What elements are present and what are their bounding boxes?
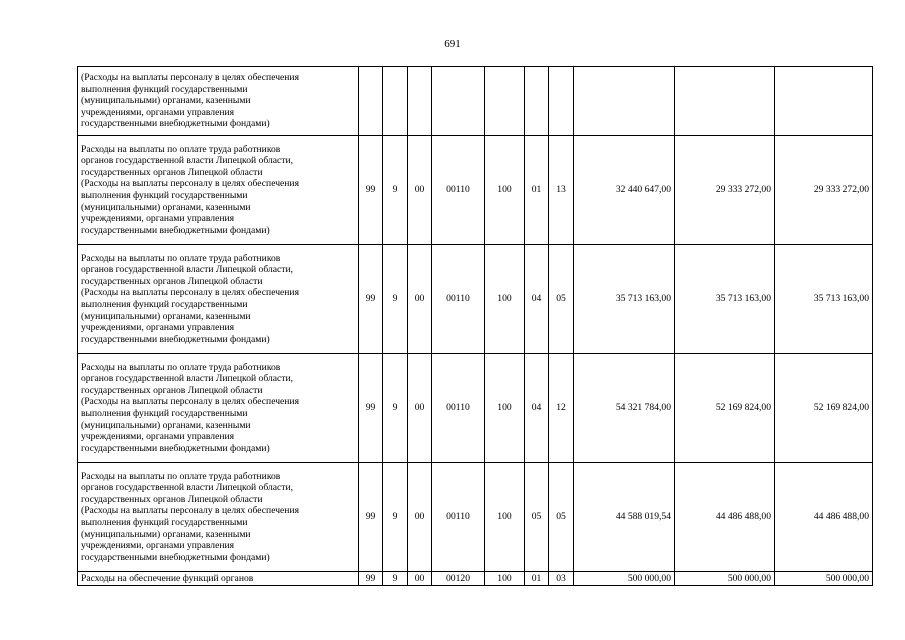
direction-code: 00110 <box>432 245 485 354</box>
program-code: 99 <box>359 245 383 354</box>
expense-type-code: 100 <box>485 572 525 586</box>
amount-year-1: 35 713 163,00 <box>574 245 675 354</box>
subprogram-code: 9 <box>383 463 408 572</box>
expense-type-code: 100 <box>485 354 525 463</box>
row-description: Расходы на выплаты по оплате труда работников органов государственной власти Липецкой области, государственных органов Липецкой области (Расходы на выплаты персоналу в целях обеспечения выполнения функций государственными (муниципальными) органами, казенными учреждениями, органами управления государственными внебюджетными фондами) <box>78 354 359 463</box>
row-description: (Расходы на выплаты персоналу в целях обеспечения выполнения функций государственными (муниципальными) органами, казенными учреждениями, органами управления государственными внебюджетными фондами) <box>78 67 359 136</box>
main-event-code: 00 <box>408 136 432 245</box>
row-description: Расходы на выплаты по оплате труда работников органов государственной власти Липецкой области, государственных органов Липецкой области (Расходы на выплаты персоналу в целях обеспечения выполнения функций государственными (муниципальными) органами, казенными учреждениями, органами управления государственными внебюджетными фондами) <box>78 136 359 245</box>
amount-year-2: 52 169 824,00 <box>675 354 775 463</box>
expense-type-code: 100 <box>485 463 525 572</box>
program-code: 99 <box>359 136 383 245</box>
section-code <box>525 67 549 136</box>
amount-year-1: 500 000,00 <box>574 572 675 586</box>
amount-year-3: 500 000,00 <box>775 572 873 586</box>
expense-type-code <box>485 67 525 136</box>
amount-year-1: 32 440 647,00 <box>574 136 675 245</box>
direction-code: 00110 <box>432 136 485 245</box>
table-row <box>78 354 873 463</box>
amount-year-3: 35 713 163,00 <box>775 245 873 354</box>
program-code: 99 <box>359 463 383 572</box>
subsection-code: 05 <box>549 245 574 354</box>
section-code: 01 <box>525 572 549 586</box>
subsection-code: 13 <box>549 136 574 245</box>
program-code: 99 <box>359 572 383 586</box>
expense-type-code: 100 <box>485 245 525 354</box>
subsection-code <box>549 67 574 136</box>
amount-year-3: 29 333 272,00 <box>775 136 873 245</box>
row-description: Расходы на выплаты по оплате труда работников органов государственной власти Липецкой области, государственных органов Липецкой области (Расходы на выплаты персоналу в целях обеспечения выполнения функций государственными (муниципальными) органами, казенными учреждениями, органами управления государственными внебюджетными фондами) <box>78 463 359 572</box>
amount-year-2: 29 333 272,00 <box>675 136 775 245</box>
row-description: Расходы на обеспечение функций органов <box>78 572 359 586</box>
main-event-code <box>408 67 432 136</box>
subsection-code: 05 <box>549 463 574 572</box>
section-code: 01 <box>525 136 549 245</box>
subsection-code: 12 <box>549 354 574 463</box>
subprogram-code <box>383 67 408 136</box>
amount-year-3: 44 486 488,00 <box>775 463 873 572</box>
amount-year-2: 44 486 488,00 <box>675 463 775 572</box>
table-row <box>78 245 873 354</box>
amount-year-1: 54 321 784,00 <box>574 354 675 463</box>
amount-year-2: 35 713 163,00 <box>675 245 775 354</box>
subprogram-code: 9 <box>383 245 408 354</box>
row-description: Расходы на выплаты по оплате труда работников органов государственной власти Липецкой области, государственных органов Липецкой области (Расходы на выплаты персоналу в целях обеспечения выполнения функций государственными (муниципальными) органами, казенными учреждениями, органами управления государственными внебюджетными фондами) <box>78 245 359 354</box>
subprogram-code: 9 <box>383 136 408 245</box>
subsection-code: 03 <box>549 572 574 586</box>
amount-year-2 <box>675 67 775 136</box>
program-code <box>359 67 383 136</box>
main-event-code: 00 <box>408 463 432 572</box>
amount-year-1 <box>574 67 675 136</box>
direction-code: 00110 <box>432 463 485 572</box>
amount-year-3 <box>775 67 873 136</box>
table-row <box>78 136 873 245</box>
direction-code: 00110 <box>432 354 485 463</box>
budget-table <box>77 66 873 586</box>
main-event-code: 00 <box>408 572 432 586</box>
section-code: 05 <box>525 463 549 572</box>
page-number: 691 <box>444 38 461 50</box>
amount-year-1: 44 588 019,54 <box>574 463 675 572</box>
direction-code: 00120 <box>432 572 485 586</box>
table-row <box>78 67 873 136</box>
table-row <box>78 572 873 586</box>
section-code: 04 <box>525 354 549 463</box>
subprogram-code: 9 <box>383 572 408 586</box>
section-code: 04 <box>525 245 549 354</box>
main-event-code: 00 <box>408 354 432 463</box>
program-code: 99 <box>359 354 383 463</box>
amount-year-2: 500 000,00 <box>675 572 775 586</box>
main-event-code: 00 <box>408 245 432 354</box>
amount-year-3: 52 169 824,00 <box>775 354 873 463</box>
subprogram-code: 9 <box>383 354 408 463</box>
table-row <box>78 463 873 572</box>
direction-code <box>432 67 485 136</box>
expense-type-code: 100 <box>485 136 525 245</box>
